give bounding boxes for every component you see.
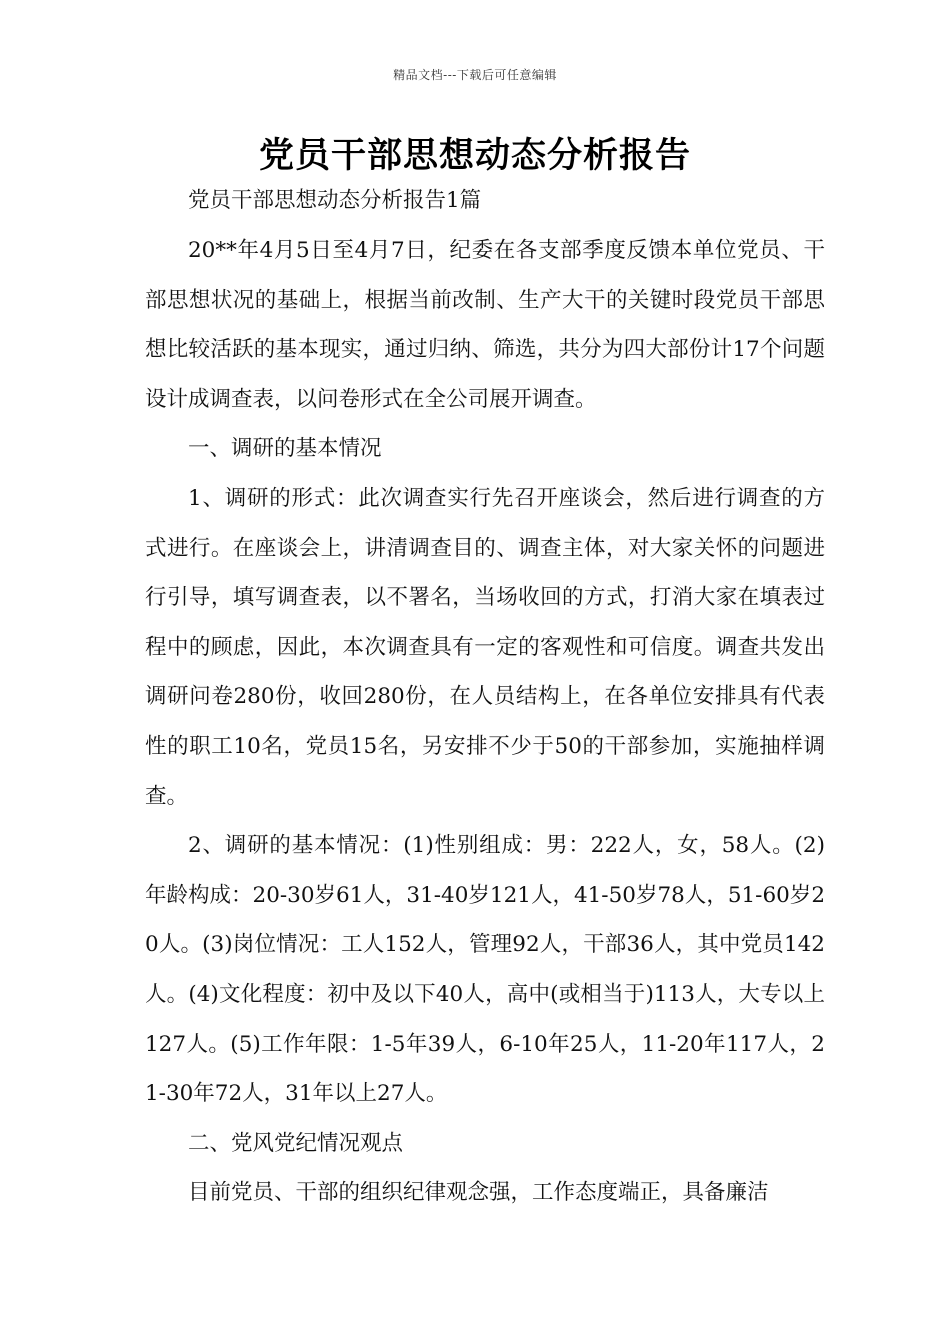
document-body xyxy=(145,180,825,1218)
paragraph-intro: 20**年4月5日至4月7日，纪委在各支部季度反馈本单位党员、干部思想状况的基础上，根据当前改制、生产大干的关键时段党员干部思想比较活跃的基本现实，通过归纳、筛选，共分为四大部份计17个问题设计成调查表，以问卷形式在全公司展开调查。 xyxy=(145,238,825,412)
document-title: 党员干部思想动态分析报告 xyxy=(258,136,691,176)
paragraph-party-discipline: 目前党员、干部的组织纪律观念强，工作态度端正，具备廉洁 xyxy=(188,1180,769,1206)
paragraph-survey-form: 1、调研的形式：此次调查实行先召开座谈会，然后进行调查的方式进行。在座谈会上，讲清调查目的、调查主体，对大家关怀的问题进行引导，填写调查表，以不署名，当场收回的方式，打消大家在填表过程中的顾虑，因此，本次调查具有一定的客观性和可信度。调查共发出调研问卷280份，收回280份，在人员结构上，在各单位安排具有代表性的职工10名，党员15名，另安排不少于50的干部参加，实施抽样调查。 xyxy=(145,485,825,809)
paragraph-survey-stats: 2、调研的基本情况：(1)性别组成：男：222人，女，58人。(2)年龄构成：20-30岁61人，31-40岁121人，41-50岁78人，51-60岁20人。(3)岗位情况：工人152人，管理92人，干部36人，其中党员142人。(4)文化程度：初中及以下40人，高中(或相当于)113人，大专以上127人。(5)工作年限：1-5年39人，6-10年25人，11-20年117人，21-30年72人，31年以上27人。 xyxy=(145,833,825,1107)
section-heading-2: 二、党风党纪情况观点 xyxy=(188,1130,404,1156)
document-subtitle: 党员干部思想动态分析报告1篇 xyxy=(188,188,482,213)
header-note: 精品文档---下载后可任意编辑 xyxy=(393,68,557,82)
section-heading-1: 一、调研的基本情况 xyxy=(188,436,382,462)
